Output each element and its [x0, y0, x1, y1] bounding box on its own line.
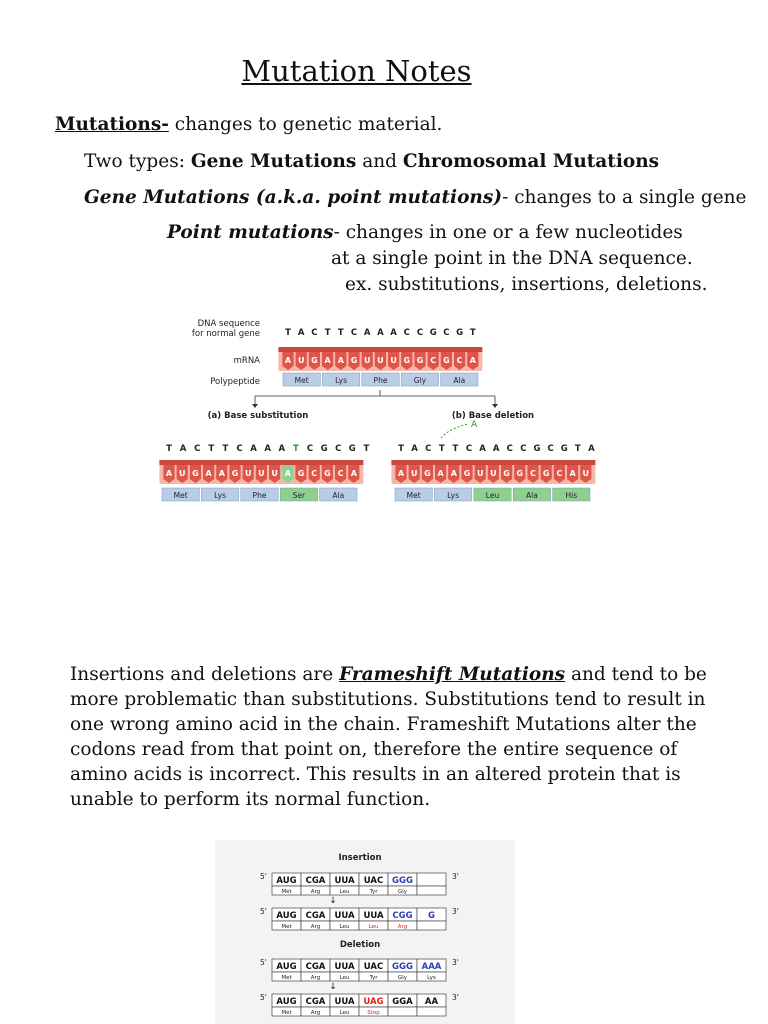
del-dna-base: T	[398, 444, 404, 454]
del-mrna-letter: U	[490, 469, 497, 478]
sub-dna-base: T	[292, 444, 299, 454]
amino-text: Stop	[367, 1010, 380, 1016]
gene-mutations-heading: Gene Mutations (a.k.a. point mutations)	[84, 187, 503, 208]
codon-text: AUG	[276, 997, 297, 1007]
del-mrna-letter: U	[476, 469, 484, 478]
amino-text: Arg	[310, 975, 321, 981]
five-prime-label: 5'	[260, 993, 267, 1002]
del-dna-base: C	[547, 444, 554, 454]
amino-text: Gly	[397, 889, 408, 895]
normal-dna-base: C	[311, 328, 318, 338]
sub-mrna-strand-top	[159, 460, 363, 465]
amino-text: Leu	[339, 924, 350, 930]
polypeptide-label: Polypeptide	[210, 377, 260, 387]
normal-dna-base: T	[469, 328, 476, 338]
sub-mrna-letter: C	[337, 469, 344, 478]
codon-text: CGA	[305, 911, 326, 921]
frameshift-term: Frameshift Mutations	[339, 664, 566, 685]
del-dna-base: T	[438, 444, 445, 454]
deletion-arrow	[441, 424, 468, 438]
sub-mrna-letter: U	[244, 469, 252, 478]
normal-mrna-letter: G	[416, 356, 424, 365]
two-types-line	[84, 151, 659, 172]
point-mutations-examples: ex. substitutions, insertions, deletions.	[345, 274, 708, 295]
dna-label-2: for normal gene	[191, 329, 260, 339]
amino-text: Arg	[310, 1010, 321, 1016]
sub-dna-base: T	[208, 444, 215, 454]
amino-text: Met	[281, 975, 292, 981]
amino-text: Arg	[310, 889, 321, 895]
sub-dna-base: C	[236, 444, 243, 454]
normal-mrna-letter: G	[443, 356, 450, 365]
amino-text: Leu	[339, 975, 350, 981]
amino-text: Arg	[310, 924, 321, 930]
point-mutations-line2: at a single point in the DNA sequence.	[331, 248, 693, 269]
amino-text: Met	[281, 889, 292, 895]
sub-mrna-letter: G	[231, 469, 239, 478]
sub-dna-base: A	[250, 444, 257, 454]
normal-mrna-letter: U	[363, 356, 371, 365]
point-mutations-term: Point mutations	[167, 222, 334, 243]
codon-text: AUG	[276, 911, 297, 921]
codon-text: UAC	[363, 962, 384, 972]
del-dna-base: C	[506, 444, 513, 454]
sub-mrna-letter: A	[350, 469, 357, 478]
base-deletion-label: (b) Base deletion	[451, 411, 535, 421]
del-mrna-letter: A	[450, 469, 457, 478]
normal-dna-base: A	[297, 328, 305, 338]
five-prime-label: 5'	[260, 872, 267, 881]
normal-mrna-letter: G	[311, 356, 318, 365]
del-amino-acid: Met	[406, 491, 421, 500]
mutations-definition: changes to genetic material.	[168, 114, 443, 135]
sub-amino-acid: Ala	[332, 491, 345, 500]
page-title: Mutation Notes	[241, 54, 472, 88]
normal-dna-base: C	[416, 328, 424, 338]
sub-mrna-letter: C	[311, 469, 318, 478]
del-dna-base: A	[479, 444, 486, 454]
gene-mutations-line	[84, 187, 747, 208]
del-mrna-letter: C	[556, 469, 563, 478]
del-mrna-letter: A	[437, 469, 444, 478]
sub-dna-base: A	[264, 444, 271, 454]
del-amino-acid: Lys	[447, 491, 460, 500]
normal-mrna-letter: U	[390, 356, 397, 365]
del-mrna-letter: G	[463, 469, 471, 478]
del-mrna-letter: U	[410, 469, 418, 478]
mutations-term: Mutations-	[55, 114, 169, 135]
del-amino-acid: Leu	[485, 491, 500, 500]
amino-text: Lys	[427, 975, 436, 981]
codon-text: CGG	[392, 911, 413, 921]
frameshift-figure	[215, 840, 515, 1024]
normal-amino-acid: Lys	[335, 376, 348, 385]
normal-mrna-letter: A	[284, 356, 292, 365]
normal-amino-acid: Met	[294, 376, 309, 385]
amino-text: Leu	[368, 924, 379, 930]
codon-text: G	[428, 911, 435, 921]
three-prime-label: 3'	[452, 958, 459, 967]
three-prime-label: 3'	[452, 872, 459, 881]
paragraph-body: and tend to be more problematic than substitutions. Substitutions tend to result in one wrong amino acid in the chain. Frameshift Mutations alter the codons read from that point on, therefore the entire sequence of amino acids is incorrect. This results in an altered protein that is unable to perform its normal function.	[70, 664, 707, 810]
sub-mrna-letter: A	[205, 469, 212, 478]
amino-text: Leu	[339, 1010, 350, 1016]
normal-dna-base: C	[443, 328, 450, 338]
sub-dna-base: C	[335, 444, 342, 454]
sub-dna-base: A	[278, 444, 286, 454]
mrna-label: mRNA	[233, 356, 260, 366]
del-mrna-letter: G	[424, 469, 431, 478]
codon-cell	[417, 873, 446, 886]
amino-text: Tyr	[369, 975, 378, 981]
paragraph-lead: Insertions and deletions are	[70, 664, 340, 685]
codon-text: AUG	[276, 876, 297, 886]
normal-mrna-letter: C	[430, 356, 437, 365]
sub-mrna-letter: G	[192, 469, 199, 478]
sub-mrna-letter: U	[258, 469, 265, 478]
codon-text: UAC	[363, 876, 384, 886]
sub-amino-acid: Lys	[214, 491, 227, 500]
codon-text: AA	[424, 997, 439, 1007]
sub-mrna-letter: U	[271, 469, 278, 478]
sub-dna-base: C	[194, 444, 201, 454]
frameshift-paragraph	[70, 662, 710, 812]
normal-dna-base: G	[429, 328, 437, 338]
del-dna-base: G	[533, 444, 541, 454]
point-mutations-definition: - changes in one or a few nucleotides	[333, 222, 683, 243]
three-prime-label: 3'	[452, 907, 459, 916]
mutation-figure	[150, 310, 620, 520]
five-prime-label: 5'	[260, 907, 267, 916]
codon-text: UUA	[334, 876, 355, 886]
sub-dna-base: C	[306, 444, 314, 454]
deletion-title: Deletion	[339, 940, 381, 950]
del-amino-acid: Ala	[525, 491, 538, 500]
sub-dna-base: A	[179, 444, 187, 454]
dna-label-1: DNA sequence	[197, 319, 260, 329]
normal-mrna-letter: A	[469, 356, 476, 365]
deletion-arrow-down: ↓	[329, 982, 337, 992]
normal-mrna-letter: A	[337, 356, 344, 365]
del-mrna-letter: G	[542, 469, 550, 478]
normal-mrna-strand-top	[278, 347, 482, 352]
codon-text: UUA	[334, 997, 355, 1007]
normal-dna-base: A	[363, 328, 371, 338]
codon-text: CGA	[305, 962, 326, 972]
sub-mrna-letter: G	[324, 469, 331, 478]
codon-text: CGA	[305, 876, 326, 886]
sub-mrna-letter: A	[218, 469, 225, 478]
del-dna-base: G	[560, 444, 568, 454]
del-dna-base: C	[465, 444, 473, 454]
codon-text: CGA	[305, 997, 326, 1007]
normal-mrna-letter: A	[324, 356, 331, 365]
normal-mrna-letter: U	[377, 356, 384, 365]
insertion-arrow: ↓	[329, 896, 337, 906]
del-mrna-letter: G	[516, 469, 524, 478]
normal-dna-base: C	[350, 328, 358, 338]
del-amino-acid: His	[565, 491, 578, 500]
amino-text: Met	[281, 924, 292, 930]
sub-dna-base: T	[363, 444, 370, 454]
arrow-sub	[252, 404, 258, 408]
del-dna-base: A	[588, 444, 595, 454]
sub-mrna-letter: U	[178, 469, 186, 478]
base-substitution-label: (a) Base substitution	[207, 411, 309, 421]
del-mrna-strand-top	[391, 460, 595, 465]
sub-mrna-letter: A	[284, 469, 291, 478]
normal-dna-base: C	[403, 328, 410, 338]
codon-text: GGG	[392, 876, 413, 886]
deletion-marker: A	[471, 420, 478, 430]
amino-text: Gly	[397, 975, 408, 981]
two-types-joiner: and	[356, 151, 403, 172]
normal-amino-acid: Phe	[373, 376, 388, 385]
sub-amino-acid: Ser	[292, 491, 306, 500]
amino-cell	[417, 1007, 446, 1016]
codon-text: UUA	[334, 962, 355, 972]
sub-dna-base: G	[348, 444, 356, 454]
five-prime-label: 5'	[260, 958, 267, 967]
normal-dna-base: A	[377, 328, 384, 338]
del-mrna-letter: U	[582, 469, 590, 478]
branch-connector	[255, 390, 495, 405]
amino-cell	[417, 921, 446, 930]
two-types-prefix: Two types:	[84, 151, 191, 172]
chromosomal-mutations-term: Chromosomal Mutations	[402, 151, 660, 172]
codon-text: GGG	[392, 962, 413, 972]
normal-mrna-letter: U	[297, 356, 305, 365]
amino-text: Tyr	[369, 889, 378, 895]
arrow-del	[492, 404, 498, 408]
del-dna-base: A	[492, 444, 500, 454]
normal-amino-acid: Gly	[413, 376, 427, 385]
codon-text: AAA	[421, 962, 442, 972]
point-mutations-line	[167, 222, 683, 243]
normal-mrna-letter: C	[456, 356, 463, 365]
amino-text: Arg	[397, 924, 408, 930]
amino-text: Met	[281, 1010, 292, 1016]
codon-text: GGA	[392, 997, 413, 1007]
amino-cell	[388, 1007, 417, 1016]
codon-text: UAG	[363, 997, 384, 1007]
normal-mrna-letter: G	[403, 356, 411, 365]
sub-dna-base: T	[166, 444, 172, 454]
codon-text: UUA	[334, 911, 355, 921]
amino-text: Leu	[339, 889, 350, 895]
del-mrna-letter: C	[530, 469, 536, 478]
normal-dna-base: A	[390, 328, 397, 338]
gene-mutations-term: Gene Mutations	[190, 151, 357, 172]
del-dna-base: A	[411, 444, 418, 454]
normal-dna-base: T	[324, 328, 331, 338]
del-mrna-letter: A	[569, 469, 576, 478]
del-dna-base: C	[520, 444, 527, 454]
normal-mrna-letter: G	[350, 356, 358, 365]
sub-amino-acid: Phe	[252, 491, 267, 500]
definition-line	[55, 114, 442, 135]
normal-amino-acid: Ala	[453, 376, 466, 385]
del-dna-base: T	[452, 444, 459, 454]
normal-dna-base: G	[456, 328, 464, 338]
amino-cell	[417, 886, 446, 895]
sub-dna-base: G	[320, 444, 328, 454]
del-mrna-letter: A	[397, 469, 405, 478]
sub-dna-base: T	[222, 444, 229, 454]
normal-dna-base: T	[285, 328, 291, 338]
codon-text: UUA	[363, 911, 384, 921]
gene-mutations-definition: - changes to a single gene	[502, 187, 747, 208]
insertion-title: Insertion	[338, 853, 382, 863]
del-dna-base: T	[574, 444, 581, 454]
sub-mrna-letter: A	[165, 469, 173, 478]
sub-amino-acid: Met	[173, 491, 188, 500]
three-prime-label: 3'	[452, 993, 459, 1002]
normal-dna-base: T	[337, 328, 344, 338]
del-mrna-letter: G	[503, 469, 510, 478]
sub-mrna-letter: G	[297, 469, 305, 478]
codon-text: AUG	[276, 962, 297, 972]
del-dna-base: C	[425, 444, 432, 454]
